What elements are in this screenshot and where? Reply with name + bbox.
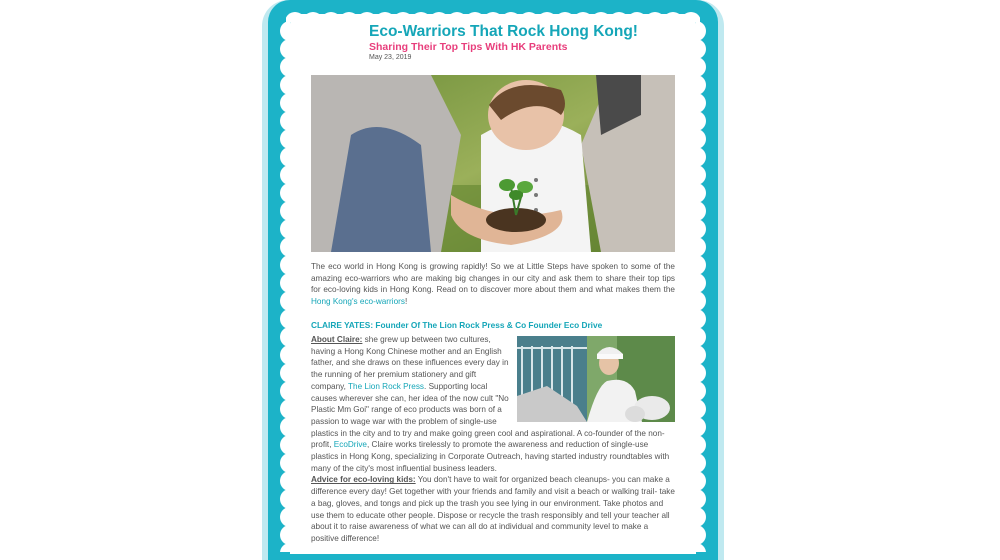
intro-text: The eco world in Hong Kong is growing rapidly! So we at Little Steps have spoken to some of the amazing eco-warriors who are making big changes in our city and ask them to share their top tips for eco-loving kids in Hong Kong. Read on to discover more about them and what makes them the <box>311 262 675 295</box>
article-date: May 23, 2019 <box>369 54 412 61</box>
ecodrive-link[interactable]: EcoDrive <box>333 440 367 450</box>
intro-paragraph <box>311 261 675 308</box>
about-claire-label: About Claire: <box>311 335 363 344</box>
section-heading-claire-yates: CLAIRE YATES: Founder Of The Lion Rock Press & Co Founder Eco Drive <box>311 320 603 330</box>
eco-warriors-link[interactable]: Hong Kong's eco-warriors <box>311 297 405 307</box>
about-text-2: . Supporting local causes wherever she can, her idea of the now cult "No Plastic Mm Goi" range of eco products was born of a passion to wage war with the problem of single-use plastics in the city and to try and make going green cool and aspirational. A co-founder of the non-profit, <box>311 381 665 450</box>
advice-label: Advice for eco-loving kids: <box>311 475 416 485</box>
hero-image-family-seedling <box>311 75 675 252</box>
scallop-edge-left <box>272 22 290 552</box>
lion-rock-press-link[interactable]: The Lion Rock Press <box>348 381 425 391</box>
advice-text: You don't have to wait for organized beach cleanups- you can make a difference every day! Get together with your friends and family and visit a beach or walking trail- take a bag, gloves, and tongs and pick up the trash you see lying in our environment. Take photos and use them to educate other people. Dispose or recycle the trash responsibly and tell your teacher all about it to raise awareness of what we can all do at individual and community level to make a positive difference! <box>311 475 675 543</box>
article-title: Eco-Warriors That Rock Hong Kong! <box>369 23 638 40</box>
intro-end: ! <box>404 297 408 307</box>
article-subtitle: Sharing Their Top Tips With HK Parents <box>369 41 568 53</box>
article-header <box>369 23 669 63</box>
about-text-3: , Claire works tirelessly to promote the awareness and reduction of single-use plastics in Hong Kong, specializing in Corporate Outreach, having started industry roundtables with many of the city's most influential business leaders. <box>311 440 670 473</box>
scallop-edge-right <box>696 22 714 552</box>
about-text-1: she grew up between two cultures, having a Hong Kong Chinese mother and an English father, and she draws on these influences every day in the running of her premium stationery and gift company, <box>311 335 509 391</box>
claire-yates-photo <box>517 336 675 422</box>
